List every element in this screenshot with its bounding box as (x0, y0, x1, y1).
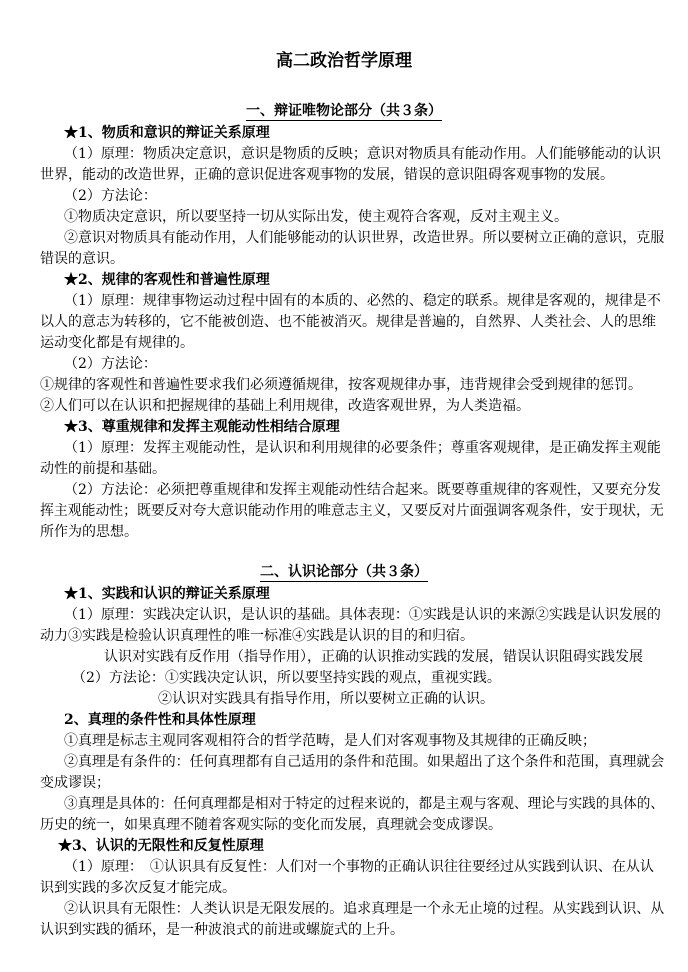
text-line: 认识对实践有反作用（指导作用），正确的认识推动实践的发展，错误认识阻碍实践发展 (104, 649, 643, 665)
text-line: （1）原理：规律事物运动过程中固有的本质的、必然的、稳定的联系。规律是客观的，规律是不 (64, 293, 661, 309)
text-line: （2）方法论：①实践决定认识，所以要坚持实践的观点，重视实践。 (72, 670, 501, 686)
text-line: （2）方法论：必须把尊重规律和发挥主观能动性结合起来。既要尊重规律的客观性，又要充分发 (64, 482, 661, 498)
text-line: ②真理是有条件的：任何真理都有自己适用的条件和范围。如果超出了这个条件和范围，真理就会 (64, 754, 665, 770)
text-line: 挥主观能动性；既要反对夸大意识能动作用的唯意志主义，又要反对片面强调客观条件，安于现状，无 (40, 503, 664, 519)
text-line: ②认识对实践具有指导作用，所以要树立正确的认识。 (158, 691, 494, 707)
text-line: ②人们可以在认识和把握规律的基础上利用规律，改造客观世界，为人类造福。 (40, 398, 530, 414)
section-heading-epistemology: 二、认识论部分（共３条） (260, 564, 428, 580)
text-line: ②认识具有无限性：人类认识是无限发展的。追求真理是一个永无止境的过程。从实践到认识、从 (64, 901, 665, 917)
star-icon: ★ (64, 125, 78, 141)
text-line: 动力③实践是检验认识真理性的唯一标准④实践是认识的目的和归宿。 (40, 628, 474, 644)
text-line: 历史的统一，如果真理不随着客观实际的变化而发展，真理就会变成谬误。 (40, 817, 502, 833)
text-line: 变成谬误； (40, 775, 110, 791)
text-line: 所作为的思想。 (40, 524, 138, 540)
text-line: 错误的意识。 (40, 251, 124, 267)
star-icon: ★ (64, 272, 78, 288)
star-icon: ★ (64, 419, 78, 435)
text-line: （1）原理： ①认识具有反复性：人们对一个事物的正确认识往往要经过从实践到认识、在从认 (64, 859, 654, 875)
star-icon: ★ (58, 838, 72, 854)
text-line: （1）原理：物质决定意识，意识是物质的反映；意识对物质具有能动作用。人们能够能动的认识 (64, 146, 661, 162)
text-line: （1）原理：发挥主观能动性，是认识和利用规律的必要条件；尊重客观规律，是正确发挥主观能 (64, 440, 661, 456)
text-line: ①真理是标志主观同客观相符合的哲学范畴，是人们对客观事物及其规律的正确反映； (64, 733, 596, 749)
principle-heading: ★2、规律的客观性和普遍性原理 (64, 272, 270, 288)
principle-heading: ★3、尊重规律和发挥主观能动性相结合原理 (64, 419, 340, 435)
text-line: （2）方法论： (64, 188, 157, 204)
text-line: 世界，能动的改造世界，正确的意识促进客观事物的发展，错误的意识阻碍客观事物的发展。 (40, 167, 614, 183)
page-title: 高二政治哲学原理 (276, 51, 412, 71)
text-line: 动性的前提和基础。 (40, 461, 166, 477)
text-line: ③真理是具体的：任何真理都是相对于特定的过程来说的，都是主观与客观、理论与实践的具体的、 (64, 796, 664, 812)
text-line: 认识到实践的循环，是一种波浪式的前进或螺旋式的上升。 (40, 922, 404, 938)
principle-heading: 2、真理的条件性和具体性原理 (64, 712, 256, 728)
text-line: ②意识对物质具有能动作用，人们能够能动的认识世界，改造世界。所以要树立正确的意识，克服 (64, 230, 665, 246)
text-line: 运动变化都是有规律的。 (40, 335, 194, 351)
star-icon: ★ (64, 586, 78, 602)
text-line: （1）原理：实践决定认识，是认识的基础。具体表现：①实践是认识的来源②实践是认识发展的 (64, 607, 661, 623)
principle-heading: ★3、认识的无限性和反复性原理 (58, 838, 264, 854)
section-heading-dialectical-materialism: 一、辩证唯物论部分（共３条） (246, 103, 442, 119)
text-line: （2）方法论： (64, 356, 157, 372)
principle-heading: ★1、实践和认识的辩证关系原理 (64, 586, 270, 602)
principle-heading: ★1、物质和意识的辩证关系原理 (64, 125, 270, 141)
text-line: ①物质决定意识，所以要坚持一切从实际出发，使主观符合客观，反对主观主义。 (64, 209, 568, 225)
text-line: 识到实践的多次反复才能完成。 (40, 880, 236, 896)
text-line: 以人的意志为转移的，它不能被创造、也不能被消灭。规律是普遍的，自然界、人类社会、人的思维 (40, 314, 656, 330)
text-line: ①规律的客观性和普遍性要求我们必须遵循规律，按客观规律办事，违背规律会受到规律的惩罚。 (40, 377, 642, 393)
